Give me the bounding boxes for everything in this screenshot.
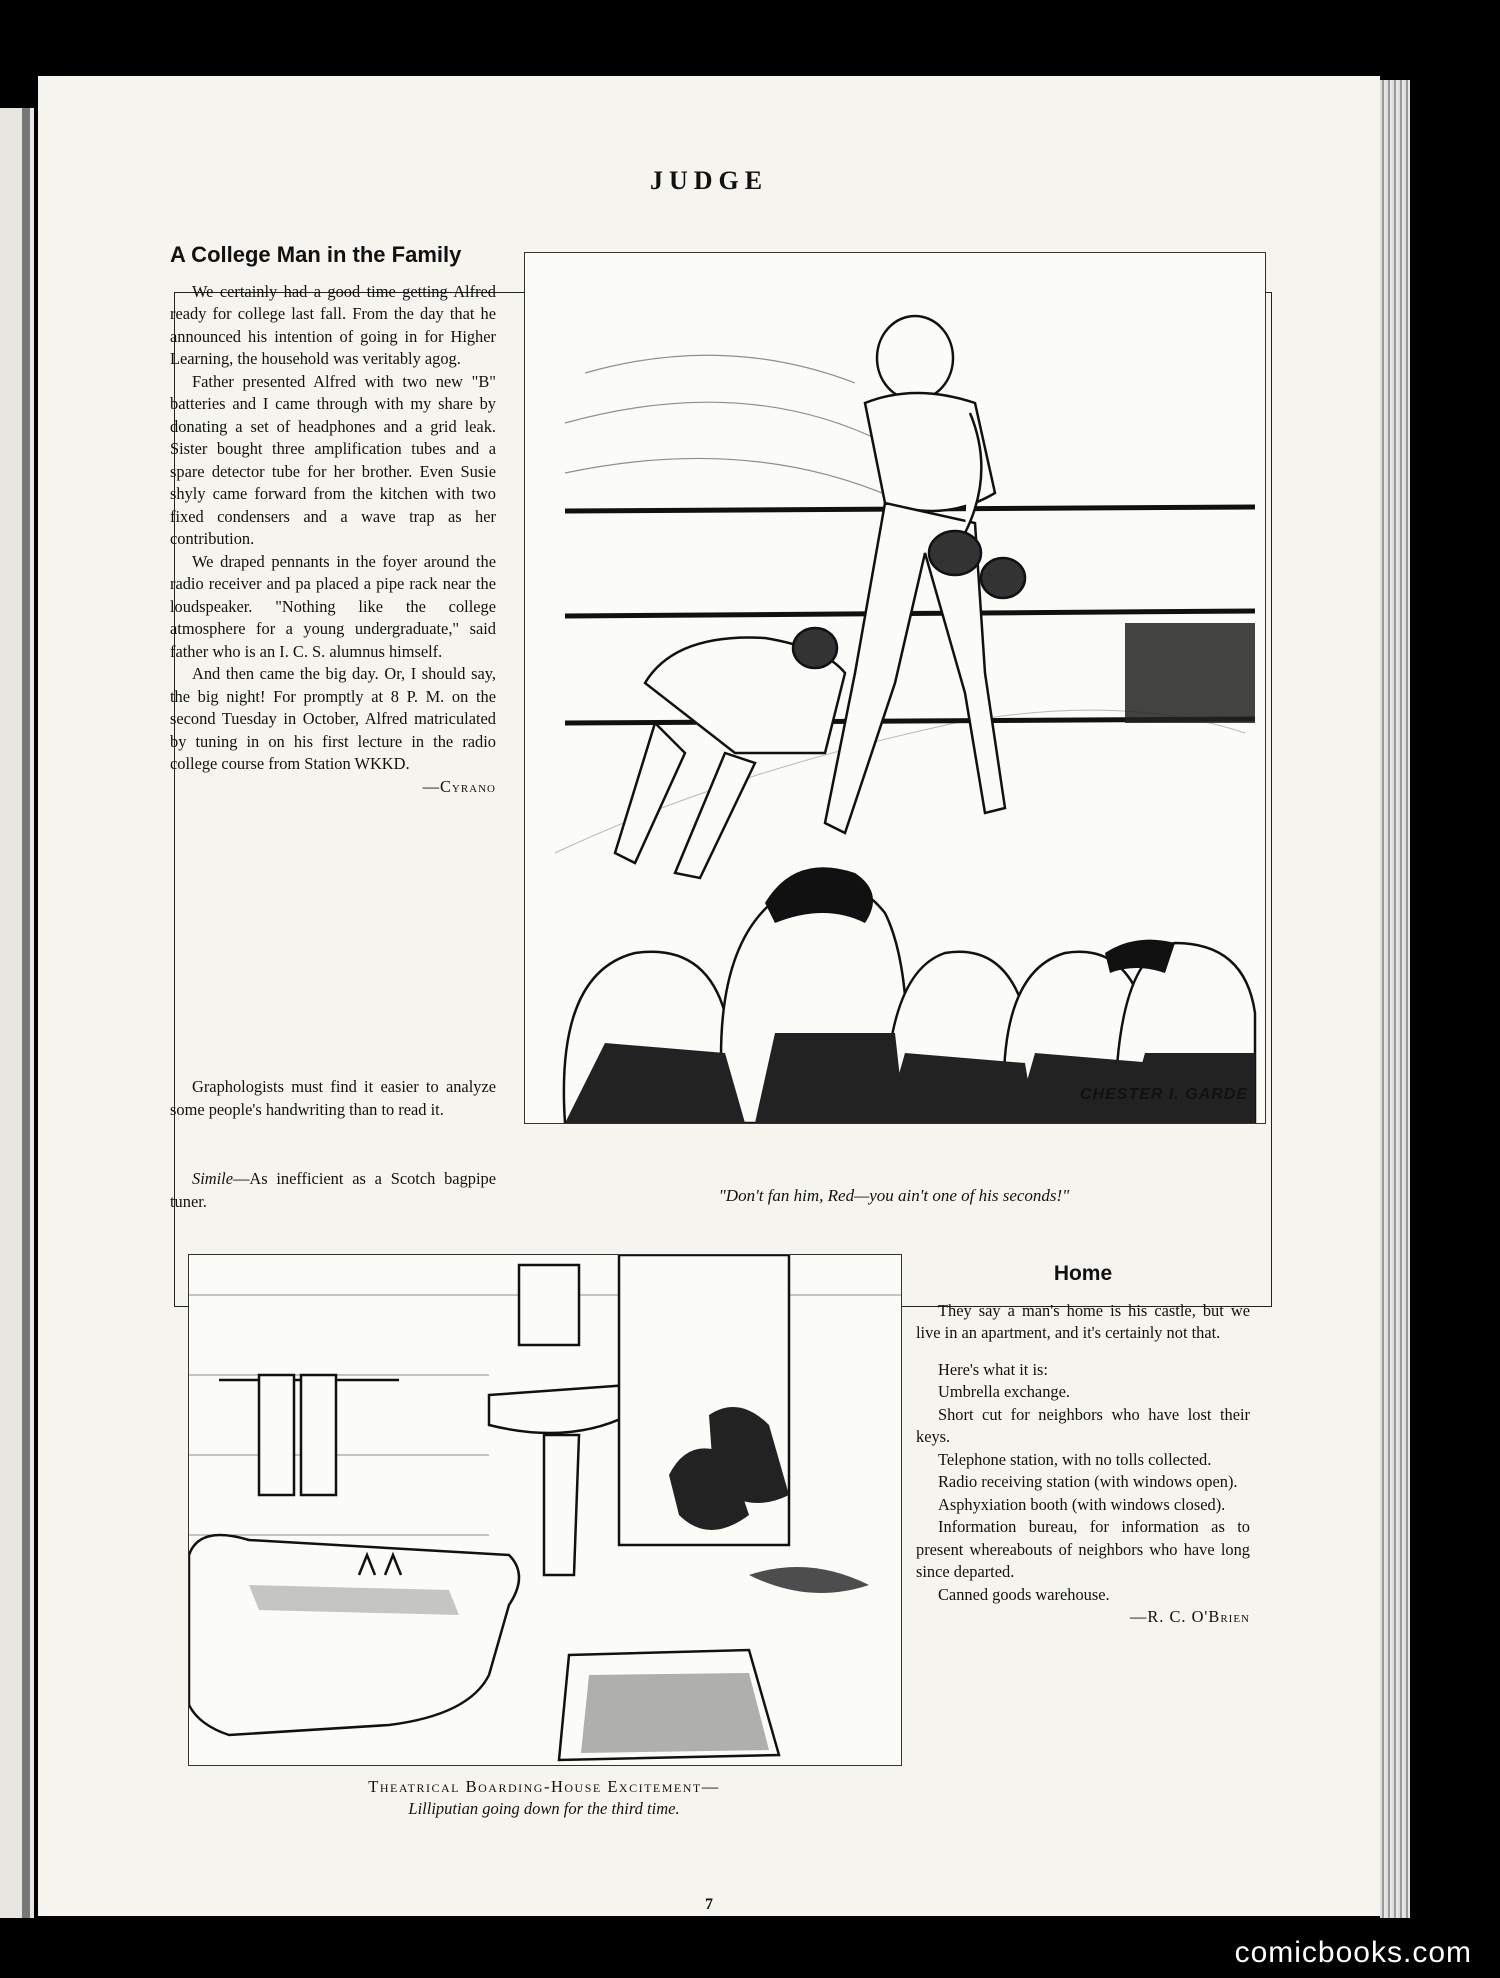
paragraph: We certainly had a good time getting Alfred ready for college last fall. From the day that he announced his intention of going in for Higher Learning, the household was veritably agog. — [170, 281, 496, 368]
artist-signature: CHESTER I. GARDE — [1079, 1086, 1248, 1103]
list-item: Asphyxiation booth (with windows closed). — [938, 1494, 1226, 1514]
boxing-cartoon — [524, 252, 1266, 1124]
bath-caption-subtitle: Lilliputian going down for the third time. — [408, 1799, 680, 1818]
filler-text — [170, 1168, 496, 1213]
list-item: Information bureau, for information as to present whereabouts of neighbors who have long since departed. — [916, 1517, 1250, 1581]
paragraph: And then came the big day. Or, I should say, the big night! For promptly at 8 P. M. on the second Tuesday in October, Alfred matriculated by tuning in on his first lecture in the radio college course from Station WKKD. — [170, 664, 496, 773]
page-number: 7 — [705, 1896, 713, 1913]
boxing-caption: "Don't fan him, Red—you ain't one of his seconds!" — [718, 1186, 1070, 1205]
filler-text: Graphologists must find it easier to analyze some people's handwriting than to read it. — [170, 1077, 496, 1119]
article-title: Home — [1053, 1262, 1113, 1285]
watermark: comicbooks.com — [1234, 1936, 1472, 1969]
masthead: JUDGE — [649, 166, 769, 195]
bath-caption-title: Theatrical Boarding-House Excitement— — [368, 1777, 720, 1796]
bath-cartoon — [188, 1254, 902, 1766]
bath-illustration — [189, 1255, 901, 1765]
list-item: Umbrella exchange. — [938, 1382, 1070, 1401]
list-item: Canned goods warehouse. — [938, 1584, 1110, 1604]
gutter-shadow — [22, 108, 30, 1918]
list-item: Short cut for neighbors who have lost their keys. — [916, 1404, 1250, 1446]
magazine-page — [38, 76, 1380, 1916]
list-item: Telephone station, with no tolls collected. — [938, 1449, 1212, 1469]
byline: —Cyrano — [422, 776, 496, 796]
paragraph: Father presented Alfred with two new "B" batteries and I came through with my share by donating a set of headphones and a grid leak. Sister bought three amplification tubes and a spare detector tube for her brother. Even Susie shyly came forward from the kitchen with two fixed condensers and a wave trap as her contribution. — [170, 371, 496, 548]
article-title: A College Man in the Family — [170, 242, 462, 267]
filler-graphologists — [170, 1076, 496, 1121]
article-college-man — [170, 244, 496, 798]
boxing-illustration — [525, 253, 1265, 1123]
simile-label: Simile — [192, 1169, 233, 1188]
list-item: Radio receiving station (with windows open). — [938, 1472, 1238, 1491]
bath-caption — [188, 1776, 900, 1820]
page-stack-edge — [1380, 80, 1410, 1918]
paragraph: We draped pennants in the foyer around the radio receiver and pa placed a pipe rack near the loudspeaker. "Nothing like the college atmosphere for a young undergraduate," said father who is an I. C. S. alumnus himself. — [170, 551, 496, 661]
article-home — [916, 1263, 1250, 1629]
simile-text: —As inefficient as a Scotch bagpipe tuner. — [170, 1169, 496, 1211]
list-item: Here's what it is: — [938, 1359, 1048, 1379]
paragraph: They say a man's home is his castle, but we live in an apartment, and it's certainly not that. — [916, 1300, 1250, 1342]
filler-simile — [170, 1168, 496, 1213]
byline: —R. C. O'Brien — [1129, 1607, 1250, 1626]
